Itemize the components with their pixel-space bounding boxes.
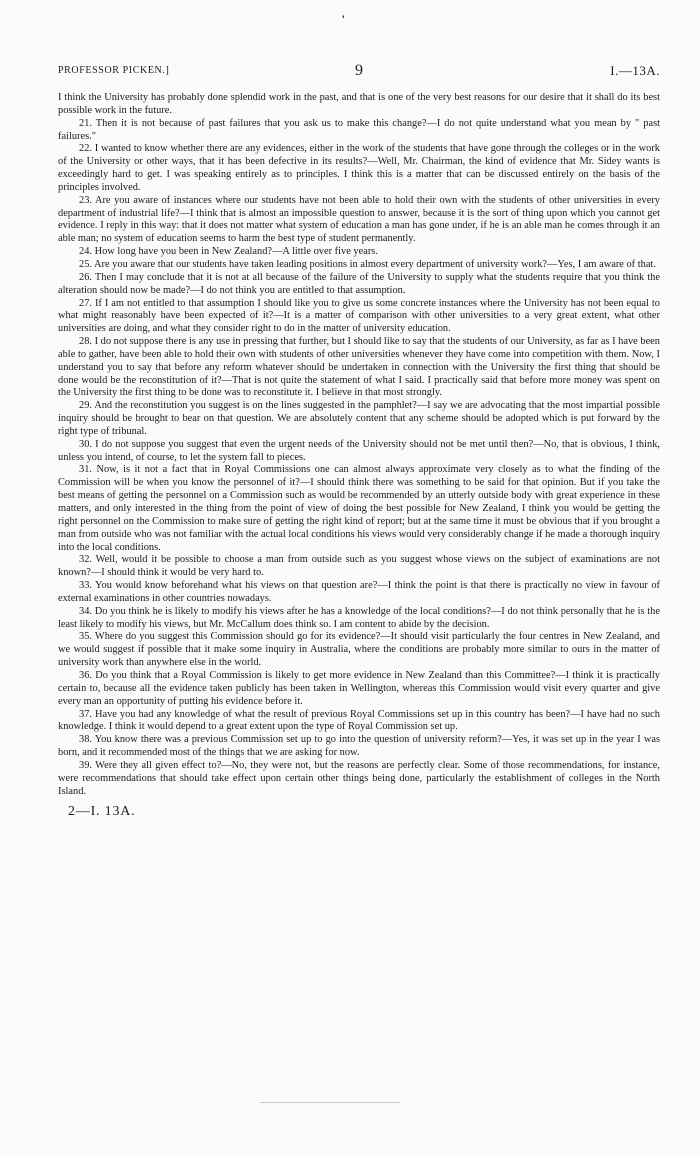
page-number: 9 xyxy=(355,62,363,79)
paragraph-q30: 30. I do not suppose you suggest that even the urgent needs of the University should not be met until then?—No, that is obvious, I think, unless you intend, of course, to let the system fall to pieces. xyxy=(58,438,660,463)
paragraph-q35: 35. Where do you suggest this Commission should go for its evidence?—It should visit particularly the four centres in New Zealand, and we would suggest if possible that it make some inquiry in Australia, where the conditions are probably more similar to ours in the matter of university work than anywhere else in the world. xyxy=(58,631,660,669)
paragraph-q38: 38. You know there was a previous Commission set up to go into the question of university reform?—Yes, it was set up in the year I was born, and it recommended most of the things that we are asking for now. xyxy=(58,734,660,759)
body-text xyxy=(58,92,660,798)
paragraph-q21: 21. Then it is not because of past failures that you ask us to make this change?—I do not quite understand what you mean by " past failures." xyxy=(58,117,660,142)
paragraph-q25: 25. Are you aware that our students have taken leading positions in almost every department of university work?—Yes, I am aware of that. xyxy=(79,258,656,270)
paragraph-intro: I think the University has probably done splendid work in the past, and that is one of the very best reasons for our desire that it shall do its best possible work in the future. xyxy=(58,92,660,116)
document-page xyxy=(58,62,660,820)
paragraph-q37: 37. Have you had any knowledge of what the result of previous Royal Commissions set up in this country has been?—I have had no such knowledge. I think it would depend to a great extent upon the type of Royal Commission set up. xyxy=(58,708,660,733)
paragraph-q28: 28. I do not suppose there is any use in pressing that further, but I should like to say that the students of our University, as far as I have been able to gather, have been able to hold their own with students of other universities whenever they have come into competition with them. Now, I understand you to say that before any reform whatever should be undertaken in connection with the University the first thing that should be done would be the reconstitution of it?—That is not quite the statement of what I said. I practically said that before more money was spent on the University the first thing to be done was to reconstitute it. I believe in that most strongly. xyxy=(58,336,660,399)
paragraph-q33: 33. You would know beforehand what his views on that question are?—I think the point is that there is practically no view in favour of external examinations in other countries nowadays. xyxy=(58,580,660,604)
paragraph-q29: 29. And the reconstitution you suggest is on the lines suggested in the pamphlet?—I say we are advocating that the most impartial possible inquiry should be brought to bear on that question. We are absolutely content that any scheme should be adopted which is put forward by the right type of tribunal. xyxy=(58,400,660,437)
page-top-mark: ❜ xyxy=(342,14,345,24)
paragraph-q31: 31. Now, is it not a fact that in Royal Commissions one can almost always approximate very closely as to what the finding of the Commission will be when you know the personnel of it?—I should think there was something to be said for that opinion. But if you take the best means of getting the personnel on a Commission such as would be recommended by an utterly outside body with great experience in these matters, and only interested in the thing from the point of view of doing the best possible for New Zealand, I think you would be getting the right personnel on the Commission to make sure of getting the right kind of report; but at the same time it must be obvious that if you brought a man from outside who was not familiar with the actual local conditions his views would very considerably change if he made a thorough inquiry into the local conditions. xyxy=(58,464,660,553)
paragraph-q39: 39. Were they all given effect to?—No, they were not, but the reasons are perfectly clear. Some of those recommendations, for instance, were recommendations that should take effect upon certain other things being done, particularly the establishment of colleges in the North Island. xyxy=(58,759,660,797)
paragraph-q34: 34. Do you think he is likely to modify his views after he has a knowledge of the local conditions?—I do not think personally that he is the least likely to modify his views, but Mr. McCallum does think so. I am content to abide by the decision. xyxy=(58,605,660,630)
paragraph-q27: 27. If I am not entitled to that assumption I should like you to give us some concrete instances where the University has not been equal to what might reasonably have been expected of it?—It is a matter of comparison with other universities to a very great extent, what other universities are doing, and what they consider right to do in the matter of university education. xyxy=(58,297,660,335)
document-reference: I.—13A. xyxy=(610,63,660,78)
signature-mark: 2—I. 13A. xyxy=(68,804,136,820)
paragraph-q24: 24. How long have you been in New Zealand?—A little over five years. xyxy=(79,246,378,258)
paragraph-q26: 26. Then I may conclude that it is not at all because of the failure of the University to supply what the students require that you think the alteration should now be made?—I do not think you are entitled to that assumption. xyxy=(58,271,660,296)
paragraph-q22: 22. I wanted to know whether there are any evidences, either in the work of the students that have gone through the colleges or in the work of the University or other ways, that it has been defective in its results?—Well, Mr. Chairman, the kind of evidence that Mr. Sidey wants is exceedingly hard to get. I was speaking entirely as to principles. I think this is a matter that can be discussed entirely on the basis of the principles involved. xyxy=(58,143,660,193)
bottom-divider xyxy=(260,1102,400,1103)
running-head-left: PROFESSOR PICKEN.] xyxy=(58,65,170,76)
paragraph-q23: 23. Are you aware of instances where our students have not been able to hold their own with the students of other universities in every department of industrial life?—I think that is almost an impossible question to answer, because it is the sort of thing upon which you cannot get evidence. I reply in this way: that it does not matter what system of education a man has gone under, if he is an able man he comes through it an able man; no system of education seems to harm the best type of student permanently. xyxy=(58,194,660,245)
paragraph-q36: 36. Do you think that a Royal Commission is likely to get more evidence in New Zealand than this Committee?—I think it is practically certain to, because all the evidence taken publicly has been taken in Wellington, whereas this Commission would visit every quarter and give every man an opportunity of putting his evidence before it. xyxy=(58,669,660,707)
page-header xyxy=(58,62,660,80)
paragraph-q32: 32. Well, would it be possible to choose a man from outside such as you suggest whose views on the subject of examinations are not known?—I should think it would be very hard to. xyxy=(58,554,660,579)
